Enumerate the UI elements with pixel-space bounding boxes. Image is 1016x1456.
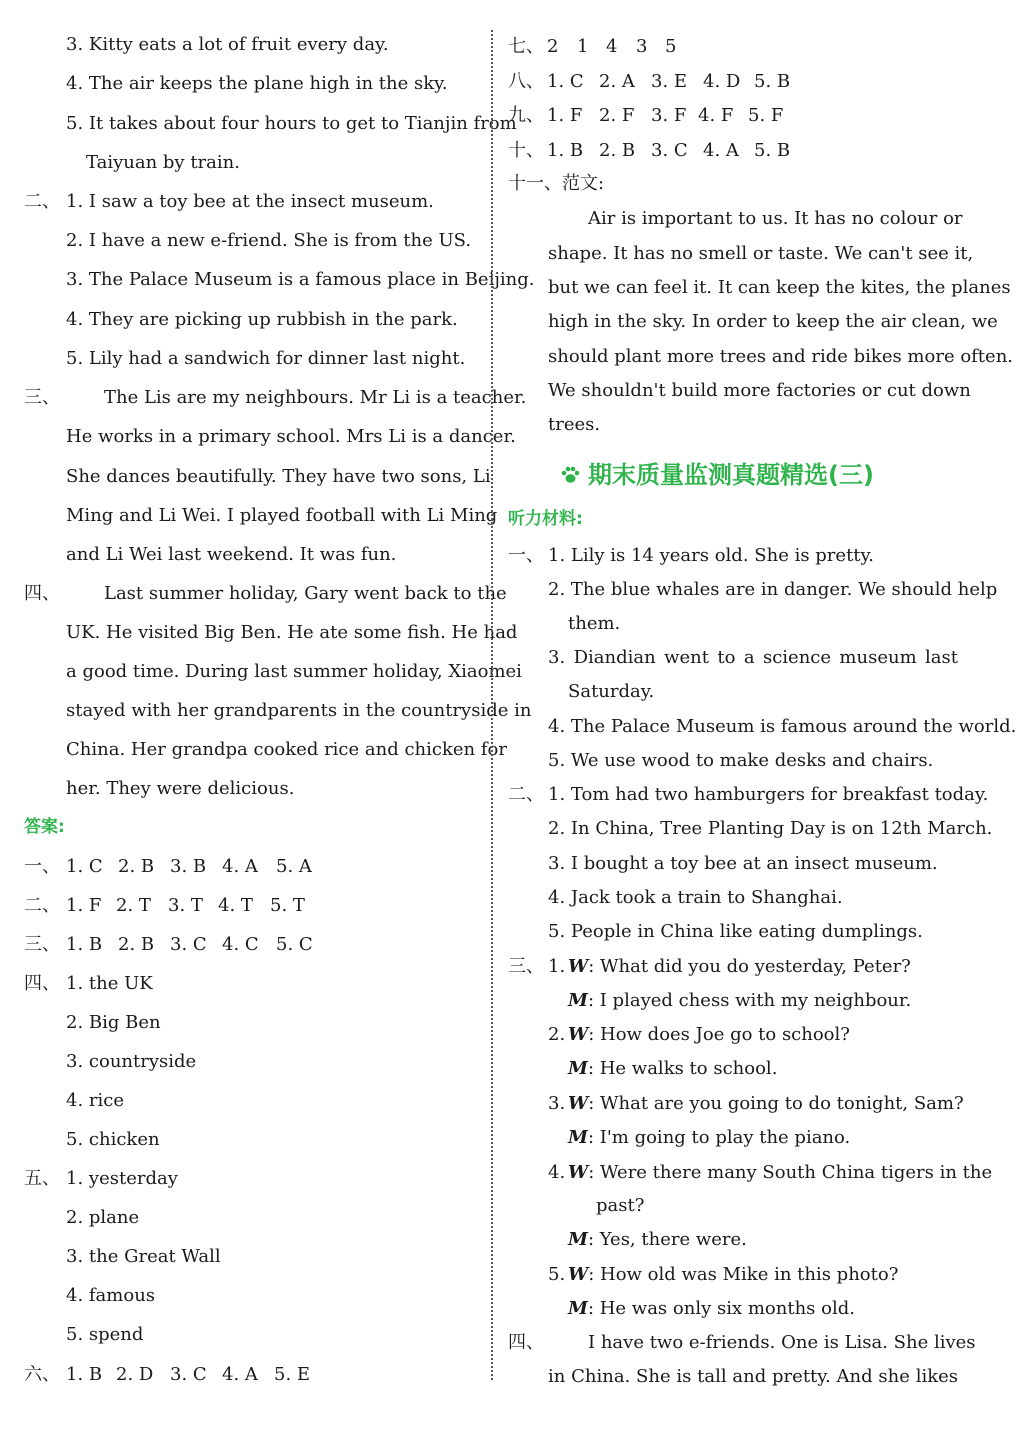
s1-item-4: 4. The air keeps the plane high in the sky. <box>66 73 448 94</box>
ans11-label: 十一、范文: <box>508 173 605 194</box>
dialog-line <box>568 1058 777 1080</box>
dialog-line <box>568 1093 964 1115</box>
l1-item-cont: them. <box>568 613 621 634</box>
essay-line: We shouldn't build more factories or cut down <box>548 380 971 401</box>
answer: 3. F <box>651 105 687 126</box>
ans10-label: 十、 <box>508 140 544 161</box>
answer: 3. countryside <box>66 1051 197 1072</box>
answer: 3. B <box>170 856 207 877</box>
answer: 5. A <box>276 856 312 877</box>
section-heading <box>560 456 874 494</box>
answer: 5. T <box>270 895 305 916</box>
listening-title: 听力材料: <box>508 509 583 529</box>
s4-line: a good time. During last summer holiday, Xiaomei <box>66 661 522 682</box>
ans1-label: 一、 <box>24 856 60 877</box>
dialog-line <box>568 990 911 1012</box>
dialog-number: 5. <box>548 1264 566 1285</box>
speaker-w: W <box>568 1162 589 1183</box>
dialog-text: : Were there many South China tigers in the <box>588 1162 993 1183</box>
ans7-label: 七、 <box>508 36 544 57</box>
ans4-label: 四、 <box>24 973 60 994</box>
s3-line: and Li Wei last weekend. It was fun. <box>66 544 397 565</box>
section-3-label: 三、 <box>24 387 60 408</box>
dialog-text: : How does Joe go to school? <box>588 1024 850 1045</box>
l2-item: 5. People in China like eating dumplings. <box>548 921 923 942</box>
s1-item-3: 3. Kitty eats a lot of fruit every day. <box>66 34 389 55</box>
dialog-number: 1. <box>548 956 566 977</box>
l4-line: in China. She is tall and pretty. And she likes <box>548 1366 958 1387</box>
dialog-text: : He walks to school. <box>587 1058 778 1079</box>
answer: 2 <box>547 36 559 57</box>
dialog-line <box>568 1162 993 1184</box>
s2-item: 5. Lily had a sandwich for dinner last night. <box>66 348 466 369</box>
answer: 3. C <box>170 934 207 955</box>
s1-item-5-cont: Taiyuan by train. <box>86 152 240 173</box>
ans8-label: 八、 <box>508 71 544 92</box>
answer: 1 <box>577 36 589 57</box>
l2-label: 二、 <box>508 784 544 805</box>
speaker-m: M <box>568 1298 588 1319</box>
l1-item: 2. The blue whales are in danger. We should help <box>548 579 998 600</box>
s3-line: Ming and Li Wei. I played football with Li Ming <box>66 505 498 526</box>
answer: 2. B <box>599 140 636 161</box>
l1-item-cont: Saturday. <box>568 681 655 702</box>
essay-line: high in the sky. In order to keep the air clean, we <box>548 311 998 332</box>
speaker-w: W <box>568 1264 589 1285</box>
answer: 5. B <box>754 71 791 92</box>
l1-item: 4. The Palace Museum is famous around the world. <box>548 716 1016 737</box>
s2-item: 4. They are picking up rubbish in the park. <box>66 309 458 330</box>
answer: 5. F <box>748 105 784 126</box>
s4-line: China. Her grandpa cooked rice and chicken for <box>66 739 507 760</box>
essay-line: trees. <box>548 414 601 435</box>
dialog-line <box>568 1264 898 1286</box>
ans3-label: 三、 <box>24 934 60 955</box>
answer: 2. D <box>116 1364 154 1385</box>
dialog-text: : He was only six months old. <box>587 1298 855 1319</box>
l1-item: 1. Lily is 14 years old. She is pretty. <box>548 545 875 566</box>
l4-line: I have two e-friends. One is Lisa. She lives <box>588 1332 976 1353</box>
s4-line: Last summer holiday, Gary went back to the <box>104 583 507 604</box>
answer: 4. F <box>698 105 734 126</box>
ans5-label: 五、 <box>24 1168 60 1189</box>
answer: 3. E <box>651 71 688 92</box>
answer: 1. C <box>66 856 103 877</box>
answer: 2. F <box>599 105 635 126</box>
l1-item: 5. We use wood to make desks and chairs. <box>548 750 934 771</box>
answer: 1. F <box>547 105 583 126</box>
answer: 4. C <box>222 934 259 955</box>
speaker-m: M <box>568 1058 588 1079</box>
dialog-line <box>568 1229 747 1251</box>
answers-title: 答案: <box>24 817 65 837</box>
answer: 3. T <box>168 895 203 916</box>
answer: 1. yesterday <box>66 1168 178 1189</box>
answer: 1. C <box>547 71 584 92</box>
dialog-text: : I played chess with my neighbour. <box>587 990 912 1011</box>
column-divider <box>491 30 493 1380</box>
s4-line: her. They were delicious. <box>66 778 295 799</box>
speaker-m: M <box>568 990 588 1011</box>
answer: 1. the UK <box>66 973 153 994</box>
dialog-line <box>568 956 911 978</box>
s4-line: UK. He visited Big Ben. He ate some fish. He had <box>66 622 518 643</box>
dialog-line <box>568 1127 850 1149</box>
answer: 5 <box>665 36 677 57</box>
essay-line: but we can feel it. It can keep the kites, the planes <box>548 277 1011 298</box>
answer: 3 <box>636 36 648 57</box>
l1-label: 一、 <box>508 545 544 566</box>
l1-item: 3. Diandian went to a science museum last <box>548 647 958 668</box>
l3-label: 三、 <box>508 956 544 977</box>
dialog-text: : What did you do yesterday, Peter? <box>588 956 911 977</box>
answer: 5. chicken <box>66 1129 160 1150</box>
dialog-text: : How old was Mike in this photo? <box>588 1264 899 1285</box>
answer: 3. C <box>170 1364 207 1385</box>
dialog-text: : What are you going to do tonight, Sam? <box>588 1093 964 1114</box>
l4-label: 四、 <box>508 1332 544 1353</box>
answer: 2. B <box>118 934 155 955</box>
speaker-w: W <box>568 956 589 977</box>
answer: 1. B <box>547 140 584 161</box>
s2-item: 3. The Palace Museum is a famous place in Beijing. <box>66 269 535 290</box>
answer: 4. T <box>218 895 253 916</box>
dialog-number: 4. <box>548 1162 566 1183</box>
dialog-line-cont: past? <box>596 1195 645 1216</box>
answer: 3. C <box>651 140 688 161</box>
answer: 4. A <box>222 856 258 877</box>
speaker-w: W <box>568 1093 589 1114</box>
answer: 4. rice <box>66 1090 124 1111</box>
answer: 2. A <box>599 71 635 92</box>
s3-line: She dances beautifully. They have two sons, Li <box>66 466 491 487</box>
s4-line: stayed with her grandparents in the countryside in <box>66 700 532 721</box>
s3-line: He works in a primary school. Mrs Li is a dancer. <box>66 426 516 447</box>
essay-line: shape. It has no smell or taste. We can't see it, <box>548 243 974 264</box>
dialog-number: 2. <box>548 1024 566 1045</box>
answer: 2. Big Ben <box>66 1012 161 1033</box>
answer: 4. famous <box>66 1285 156 1306</box>
answer: 4. A <box>703 140 739 161</box>
speaker-w: W <box>568 1024 589 1045</box>
answer: 2. plane <box>66 1207 140 1228</box>
ans2-label: 二、 <box>24 895 60 916</box>
ans9-label: 九、 <box>508 105 544 126</box>
answer: 5. spend <box>66 1324 144 1345</box>
speaker-m: M <box>568 1127 588 1148</box>
dialog-line <box>568 1298 855 1320</box>
section-title: 期末质量监测真题精选(三) <box>588 461 874 489</box>
l2-item: 2. In China, Tree Planting Day is on 12th March. <box>548 818 993 839</box>
l2-item: 1. Tom had two hamburgers for breakfast today. <box>548 784 989 805</box>
l2-item: 4. Jack took a train to Shanghai. <box>548 887 843 908</box>
answer: 4. D <box>703 71 741 92</box>
answer: 1. B <box>66 1364 103 1385</box>
s3-line: The Lis are my neighbours. Mr Li is a teacher. <box>104 387 527 408</box>
s2-item: 2. I have a new e-friend. She is from the US. <box>66 230 472 251</box>
answer: 4. A <box>222 1364 258 1385</box>
answer: 2. T <box>116 895 151 916</box>
dialog-number: 3. <box>548 1093 566 1114</box>
ans6-label: 六、 <box>24 1364 60 1385</box>
speaker-m: M <box>568 1229 588 1250</box>
answer: 1. B <box>66 934 103 955</box>
dialog-text: : I'm going to play the piano. <box>587 1127 851 1148</box>
answer: 3. the Great Wall <box>66 1246 221 1267</box>
section-4-label: 四、 <box>24 583 60 604</box>
paw-icon <box>560 465 580 485</box>
answer: 4 <box>606 36 618 57</box>
s1-item-5: 5. It takes about four hours to get to Tianjin from <box>66 113 517 134</box>
answer: 5. B <box>754 140 791 161</box>
dialog-text: : Yes, there were. <box>587 1229 747 1250</box>
l2-item: 3. I bought a toy bee at an insect museum. <box>548 853 938 874</box>
dialog-line <box>568 1024 850 1046</box>
section-2-label: 二、 <box>24 191 60 212</box>
answer: 1. F <box>66 895 102 916</box>
essay-line: should plant more trees and ride bikes more often. <box>548 346 1014 367</box>
answer: 5. E <box>274 1364 311 1385</box>
answer: 5. C <box>276 934 313 955</box>
s2-item: 1. I saw a toy bee at the insect museum. <box>66 191 434 212</box>
answer: 2. B <box>118 856 155 877</box>
essay-line: Air is important to us. It has no colour or <box>588 208 963 229</box>
